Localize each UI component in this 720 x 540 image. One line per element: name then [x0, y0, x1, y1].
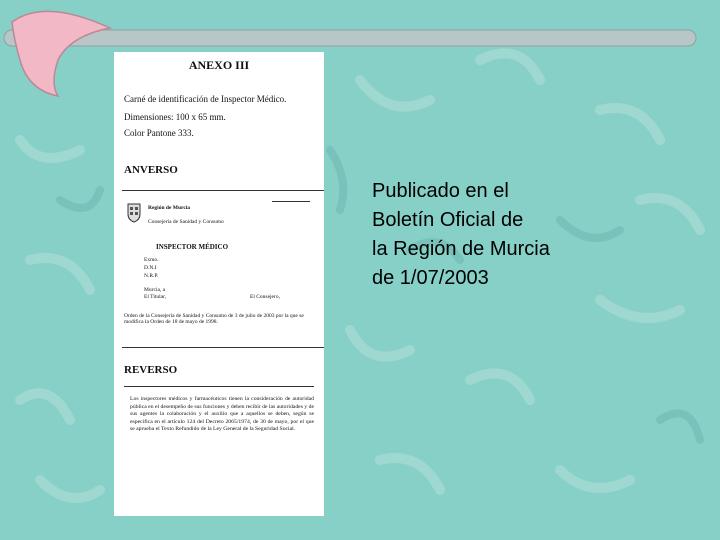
card-field: N.R.P.: [144, 273, 159, 279]
reverso-divider: [124, 386, 314, 387]
card-footnote: Orden de la Consejería de Sanidad y Consumo de 3 de julio de 2003 por la que se modifica la Orden de 18 de mayo de 1998.: [124, 313, 304, 325]
card-signer: El Consejero,: [250, 294, 280, 300]
doc-spec-line: Dimensiones: 100 x 65 mm.: [124, 112, 226, 122]
id-card-front: [122, 190, 324, 348]
reverso-text: Los inspectores médicos y farmacéuticos tienen la consideración de autoridad pública en el desempeño de sus funciones y deben recibir de las autoridades y de sus agentes la colaboración y el auxilio que a aquellos se deben, según se especifica en el artículo 124 del Decreto 2065/1974, de 30 de mayo, por el que se aprueba el Texto Refundido de la Ley General de la Seguridad Social.: [130, 396, 314, 433]
card-field: Exmo.: [144, 257, 159, 263]
doc-title: ANEXO III: [188, 58, 250, 72]
card-holder: El Titular,: [144, 294, 167, 300]
card-region: Región de Murcia: [148, 205, 191, 211]
slide-caption: [372, 177, 622, 293]
card-consejeria: Consejería de Sanidad y Consumo: [148, 219, 224, 225]
anverso-heading: ANVERSO: [124, 164, 178, 176]
top-bar-decoration: [4, 30, 696, 46]
document-scan: [114, 52, 324, 516]
coat-of-arms-icon: [126, 201, 142, 223]
card-field: D.N.I: [144, 265, 157, 271]
caption-line: Boletín Oficial de: [372, 209, 524, 231]
caption-line: de 1/07/2003: [372, 267, 489, 289]
card-role: INSPECTOR MÉDICO: [156, 243, 229, 251]
caption-line: la Región de Murcia: [372, 238, 550, 260]
pink-boomerang-logo: [12, 11, 110, 96]
doc-spec-line: Carné de identificación de Inspector Médico.: [124, 94, 287, 104]
card-place: Murcia, a: [144, 287, 166, 293]
caption-line: Publicado en el: [372, 180, 509, 202]
card-photo-line: [272, 201, 310, 202]
reverso-heading: REVERSO: [124, 364, 178, 376]
doc-spec-line: Color Pantone 333.: [124, 128, 194, 138]
